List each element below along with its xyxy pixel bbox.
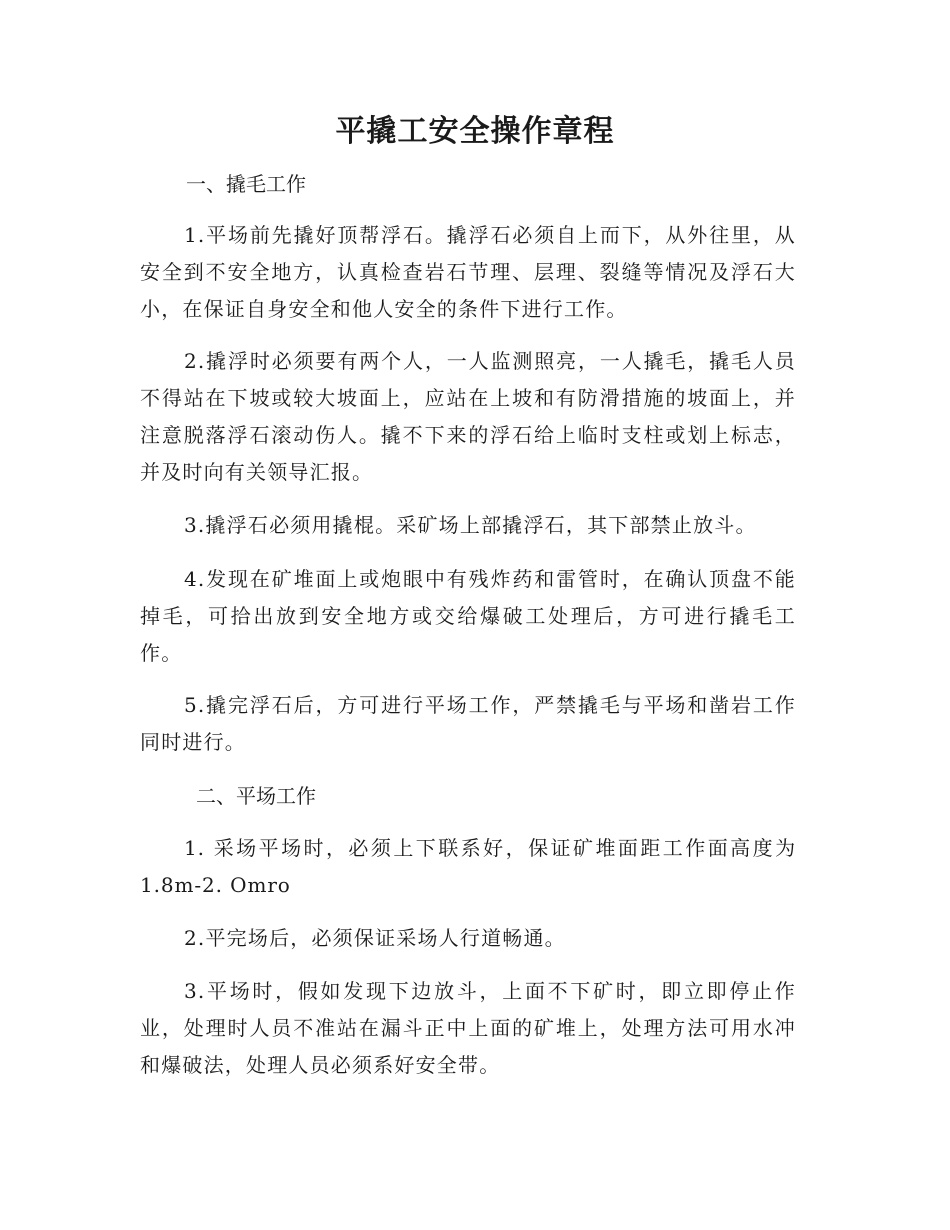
document-title: 平撬工安全操作章程 <box>335 114 615 149</box>
paragraph-2-2: 2.平完场后，必须保证采场人行道畅通。 <box>184 926 566 950</box>
paragraph-2-3: 3.平场时，假如发现下边放斗，上面不下矿时，即立即停止作业，处理时人员不准站在漏斗正中上面的矿堆上，处理方法可用水冲和爆破法，处理人员必须系好安全带。 <box>140 979 796 1077</box>
paragraph-1-5: 5.撬完浮石后，方可进行平场工作，严禁撬毛与平场和凿岩工作同时进行。 <box>140 693 796 754</box>
paragraph-1-1: 1.平场前先撬好顶帮浮石。撬浮石必须自上而下，从外往里，从安全到不安全地方，认真检查岩石节理、层理、裂缝等情况及浮石大小，在保证自身安全和他人安全的条件下进行工作。 <box>140 223 796 321</box>
paragraph-1-4: 4.发现在矿堆面上或炮眼中有残炸药和雷管时，在确认顶盘不能掉毛，可拾出放到安全地方或交给爆破工处理后，方可进行撬毛工作。 <box>140 567 796 665</box>
paragraph-1-2: 2.撬浮时必须要有两个人，一人监测照亮，一人撬毛，撬毛人员不得站在下坡或较大坡面上，应站在上坡和有防滑措施的坡面上，并注意脱落浮石滚动伤人。撬不下来的浮石给上临时支柱或划上标志，并及时向有关领导汇报。 <box>140 349 796 484</box>
section-heading-1: 一、撬毛工作 <box>186 172 306 196</box>
section-heading-2: 二、平场工作 <box>196 784 316 808</box>
paragraph-1-3: 3.撬浮石必须用撬棍。采矿场上部撬浮石，其下部禁止放斗。 <box>184 513 757 537</box>
paragraph-2-1: 1. 采场平场时，必须上下联系好，保证矿堆面距工作面高度为1.8m-2. Omro <box>140 836 796 897</box>
